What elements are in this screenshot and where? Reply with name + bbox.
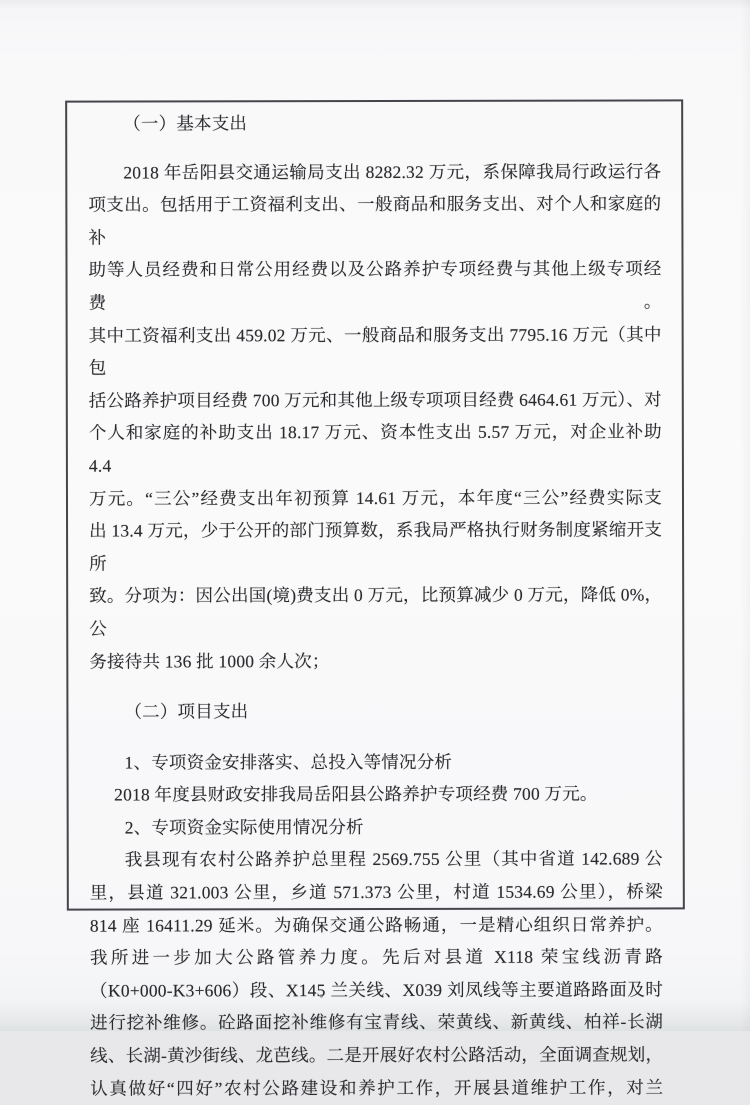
- text-line: 进行挖补维修。砼路面挖补维修有宝青线、荣黄线、新黄线、柏祥-长湖: [90, 1011, 664, 1034]
- section-heading: （一）基本支出: [123, 113, 248, 134]
- scan-speck: [320, 994, 323, 998]
- text-line: 2018 年岳阳县交通运输局支出 8282.32 万元，系保障我局行政运行各: [123, 160, 662, 183]
- text-line: 出 13.4 万元，少于公开的部门预算数，系我局严格执行财务制度紧缩开支所: [89, 519, 663, 574]
- section-heading: （二）项目支出: [124, 701, 249, 722]
- document-body: [88, 106, 663, 1104]
- subsection-heading: 1、专项资金安排落实、总投入等情况分析: [124, 751, 453, 773]
- text-line: 务接待共 136 批 1000 余人次；: [89, 650, 330, 672]
- text-line: 助等人员经费和日常公用经费以及公路养护专项经费与其他上级专项经费。: [88, 258, 662, 313]
- text-line: 括公路养护项目经费 700 万元和其他上级专项项目经费 6464.61 万元）、对: [88, 389, 662, 411]
- text-line: （K0+000-K3+606）段、X145 兰关线、X039 刘凤线等主要道路路面及时: [89, 979, 664, 1001]
- text-line: 我县现有农村公路养护总里程 2569.755 公里（其中省道 142.689 公: [124, 848, 663, 870]
- text-line: 致。分项为：因公出国(境)费支出 0 万元，比预算减少 0 万元，降低 0%，公: [89, 584, 663, 639]
- text-line: 我所进一步加大公路管养力度。先后对县道 X118 荣宝线沥青路: [89, 946, 663, 968]
- text-line: 2018 年度县财政安排我局岳阳县公路养护专项经费 700 万元。: [114, 783, 598, 805]
- document-frame: [65, 99, 685, 1099]
- subsection-heading: 2、专项资金实际使用情况分析: [124, 816, 364, 838]
- text-line: 万元。“三公”经费支出年初预算 14.61 万元，本年度“三公”经费实际支: [88, 486, 663, 509]
- text-line: 线、长湖-黄沙街线、龙芭线。二是开展好农村公路活动，全面调查规划，: [90, 1044, 664, 1066]
- text-line: 项支出。包括用于工资福利支出、一般商品和服务支出、对个人和家庭的补: [88, 193, 662, 248]
- text-line: 其中工资福利支出 459.02 万元、一般商品和服务支出 7795.16 万元（其中包: [88, 323, 662, 378]
- text-line: 里，县道 321.003 公里，乡道 571.373 公里，村道 1534.69 公里），桥梁: [89, 881, 663, 903]
- text-line: 认真做好“四好”农村公路建设和养护工作，开展县道维护工作，对兰: [90, 1077, 664, 1099]
- text-line: 814 座 16411.29 延米。为确保交通公路畅通，一是精心组织日常养护。: [89, 914, 663, 936]
- text-line: 个人和家庭的补助支出 18.17 万元、资本性支出 5.57 万元，对企业补助 4.4: [88, 421, 662, 476]
